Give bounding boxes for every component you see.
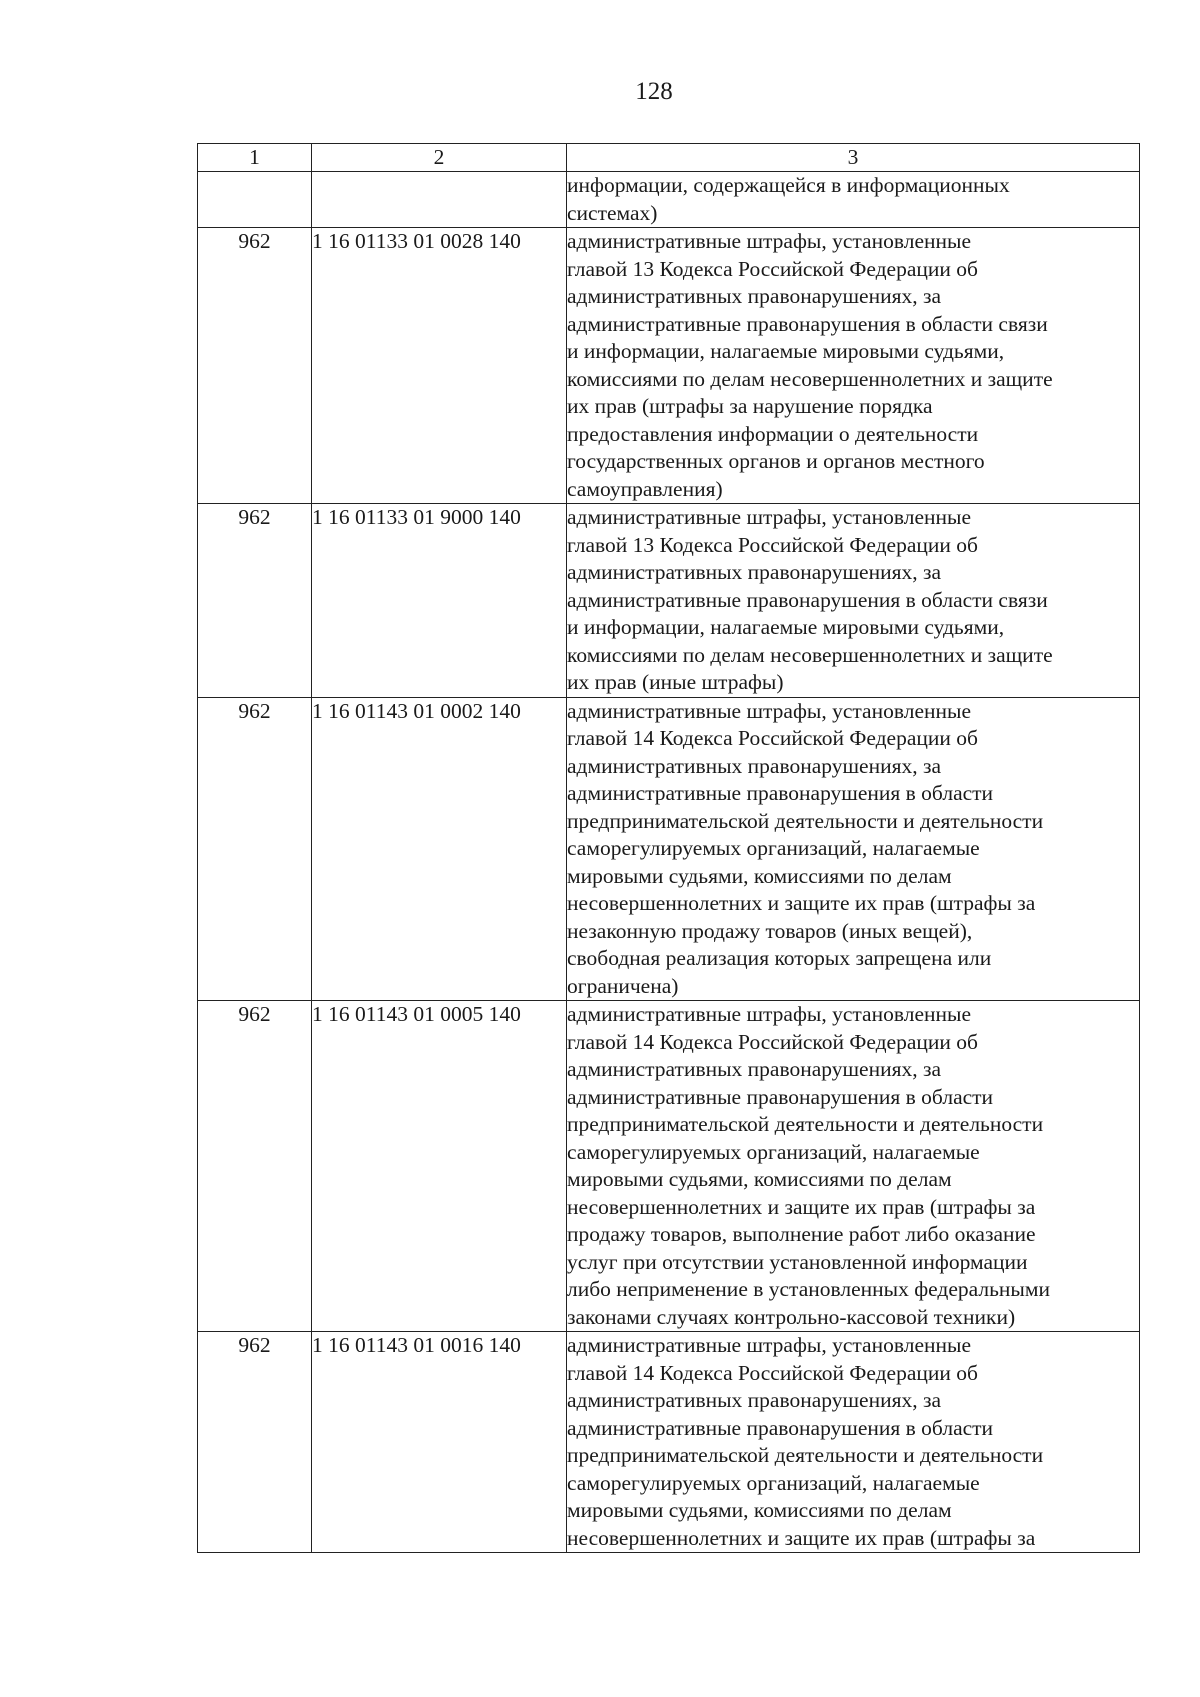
- description-line: административные правонарушения в области: [567, 781, 994, 805]
- description-line: несовершеннолетних и защите их прав (штрафы за: [567, 1194, 1036, 1219]
- description-line: саморегулируемых организаций, налагаемые: [567, 1139, 980, 1164]
- table-row: [198, 172, 1140, 228]
- kbk-code-cell: 1 16 01133 01 9000 140: [312, 504, 567, 698]
- description-line: административные штрафы, установленные: [567, 229, 971, 253]
- description-line: услуг при отсутствии установленной информации: [567, 1249, 1028, 1274]
- description-line: главой 13 Кодекса Российской Федерации об: [567, 256, 978, 281]
- description-line: незаконную продажу товаров (иных вещей),: [567, 918, 973, 943]
- description-line: мировыми судьями, комиссиями по делам: [567, 863, 952, 888]
- description-line: комиссиями по делам несовершеннолетних и защите: [567, 642, 1053, 667]
- description-line: предпринимательской деятельности и деятельности: [567, 808, 1044, 833]
- description-line: несовершеннолетних и защите их прав (штрафы за: [567, 891, 1036, 915]
- description-cell: [567, 1332, 1140, 1553]
- description-line: самоуправления): [567, 476, 723, 501]
- table-row: [198, 697, 1140, 1001]
- description-line: системах): [567, 200, 658, 225]
- description-line: административные правонарушения в области: [567, 1415, 994, 1440]
- table-row: [198, 228, 1140, 504]
- description-line: и информации, налагаемые мировыми судьями,: [567, 339, 1005, 363]
- description-line: их прав (иные штрафы): [567, 670, 784, 694]
- kbk-code-cell: 1 16 01133 01 0028 140: [312, 228, 567, 504]
- description-line: либо неприменение в установленных федеральными: [567, 1277, 1050, 1301]
- description-line: предпринимательской деятельности и деятельности: [567, 1443, 1044, 1467]
- description-line: предоставления информации о деятельности: [567, 421, 979, 446]
- column-header-2: 2: [312, 144, 567, 172]
- description-cell: [567, 228, 1140, 504]
- admin-code-cell: 962: [198, 228, 312, 504]
- description-line: их прав (штрафы за нарушение порядка: [567, 394, 933, 418]
- budget-codes-table: [197, 143, 1140, 1553]
- kbk-code-cell: 1 16 01143 01 0016 140: [312, 1332, 567, 1553]
- description-line: мировыми судьями, комиссиями по делам: [567, 1498, 952, 1522]
- description-line: несовершеннолетних и защите их прав (штрафы за: [567, 1525, 1036, 1550]
- description-line: административных правонарушениях, за: [567, 1057, 942, 1081]
- table-header-row: [198, 144, 1140, 172]
- description-line: административных правонарушениях, за: [567, 1388, 942, 1412]
- description-line: административные штрафы, установленные: [567, 1002, 971, 1026]
- table-row: [198, 1001, 1140, 1332]
- admin-code-cell: 962: [198, 504, 312, 698]
- description-line: свободная реализация которых запрещена или: [567, 946, 992, 970]
- description-line: административные правонарушения в области: [567, 1084, 994, 1109]
- description-line: и информации, налагаемые мировыми судьями,: [567, 615, 1005, 639]
- admin-code-cell: 962: [198, 697, 312, 1001]
- page-number: 128: [635, 78, 673, 105]
- description-line: законами случаях контрольно-кассовой техники): [567, 1304, 1016, 1329]
- admin-code-cell: 962: [198, 1001, 312, 1332]
- column-header-1: 1: [198, 144, 312, 172]
- kbk-code-cell: 1 16 01143 01 0005 140: [312, 1001, 567, 1332]
- description-cell: [567, 697, 1140, 1001]
- description-line: административных правонарушениях, за: [567, 284, 942, 308]
- description-line: главой 13 Кодекса Российской Федерации об: [567, 532, 978, 557]
- table-row: [198, 1332, 1140, 1553]
- description-line: продажу товаров, выполнение работ либо оказание: [567, 1222, 1036, 1246]
- description-line: административные правонарушения в области связи: [567, 311, 1048, 336]
- description-cell: [567, 172, 1140, 228]
- description-line: административные правонарушения в области связи: [567, 587, 1048, 612]
- description-line: саморегулируемых организаций, налагаемые: [567, 1470, 980, 1495]
- table-row: [198, 504, 1140, 698]
- description-line: саморегулируемых организаций, налагаемые: [567, 836, 980, 860]
- description-line: государственных органов и органов местного: [567, 449, 985, 473]
- description-line: главой 14 Кодекса Российской Федерации об: [567, 1029, 978, 1054]
- description-line: ограничена): [567, 973, 679, 998]
- description-cell: [567, 1001, 1140, 1332]
- description-line: мировыми судьями, комиссиями по делам: [567, 1167, 952, 1191]
- description-cell: [567, 504, 1140, 698]
- admin-code-cell: [198, 172, 312, 228]
- description-line: комиссиями по делам несовершеннолетних и защите: [567, 366, 1053, 391]
- admin-code-cell: 962: [198, 1332, 312, 1553]
- description-line: административных правонарушениях, за: [567, 560, 942, 584]
- description-line: административных правонарушениях, за: [567, 753, 942, 778]
- description-line: информации, содержащейся в информационных: [567, 173, 1010, 197]
- kbk-code-cell: 1 16 01143 01 0002 140: [312, 697, 567, 1001]
- description-line: главой 14 Кодекса Российской Федерации об: [567, 726, 978, 750]
- description-line: административные штрафы, установленные: [567, 505, 971, 529]
- kbk-code-cell: [312, 172, 567, 228]
- description-line: главой 14 Кодекса Российской Федерации об: [567, 1360, 978, 1385]
- description-line: предпринимательской деятельности и деятельности: [567, 1112, 1044, 1136]
- description-line: административные штрафы, установленные: [567, 698, 971, 723]
- column-header-3: 3: [567, 144, 1140, 172]
- description-line: административные штрафы, установленные: [567, 1333, 971, 1357]
